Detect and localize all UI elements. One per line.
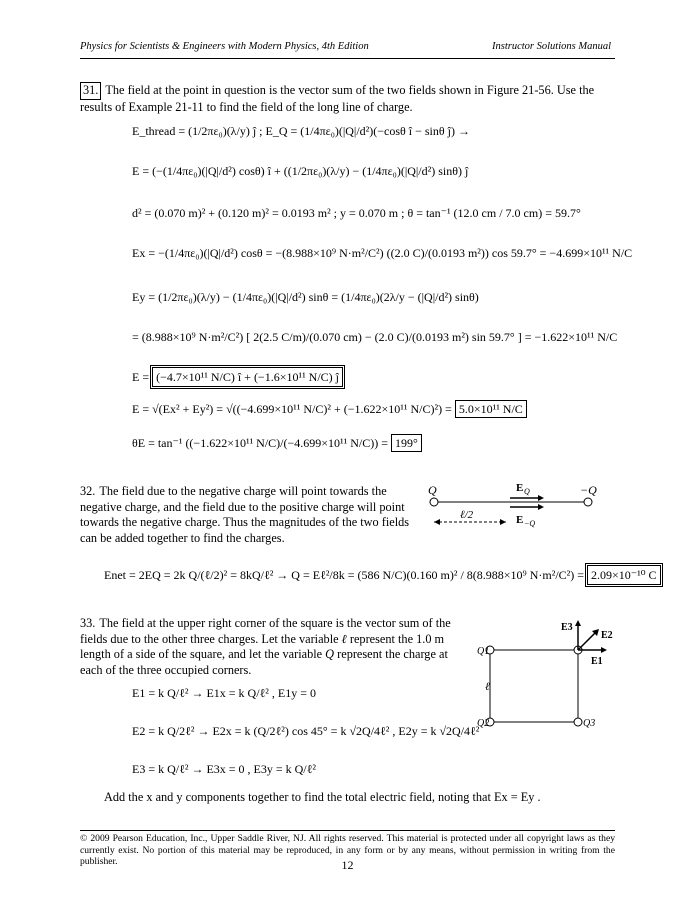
p33-fig-e1-arrowhead (601, 647, 607, 653)
p33-fig-label-side: ℓ (485, 681, 490, 693)
p31-eq-angle-prefix: θE = tan⁻¹ ((−1.622×10¹¹ N/C)/(−4.699×10¹¹ N/C)) = (132, 436, 388, 450)
p32-fig-half-length-label: ℓ/2 (460, 509, 474, 521)
p31-answer-vector: (−4.7×10¹¹ N/C) î + (−1.6×10¹¹ N/C) ĵ (152, 367, 343, 387)
p32-fig-emq-arrowhead (538, 504, 544, 510)
p32-fig-eq-sub: Q (524, 487, 530, 496)
problem-31-body: The field at the point in question is the vector sum of the two fields shown in Figure 21-56. Use the results of Example 21-11 to find the field of the long line of charge. (80, 83, 595, 114)
p33-eq-e1: E1 = k Q/ℓ² → E1x = k Q/ℓ² , E1y = 0 (132, 686, 316, 700)
header-manual-title: Instructor Solutions Manual (491, 41, 611, 52)
header-book-title: Physics for Scientists & Engineers with Modern Physics, 4th Edition (80, 41, 369, 52)
problem-31-number: 31. (80, 82, 101, 100)
p33-eq-e2: E2 = k Q/2ℓ² → E2x = k (Q/2ℓ²) cos 45° = k √2Q/4ℓ² , E2y = k √2Q/4ℓ² (132, 724, 480, 738)
p31-eq-magnitude-prefix: E = √(Ex² + Ey²) = √((−4.699×10¹¹ N/C)² + (−1.622×10¹¹ N/C)²) = (132, 402, 452, 416)
p31-answer-magnitude: 5.0×10¹¹ N/C (455, 400, 527, 418)
p31-eq-fields: E_thread = (1/2πε₀)(λ/y) ĵ ; E_Q = (1/4πε₀)(|Q|/d²)(−cosθ î − sinθ ĵ) → (132, 124, 470, 138)
p31-eq-angle (132, 436, 422, 451)
page-number: 12 (341, 858, 354, 872)
p33-fig-e3-arrowhead (575, 620, 581, 626)
p32-fig-charge-left (430, 498, 438, 506)
p31-answer-angle: 199° (391, 434, 422, 452)
p33-fig-label-q3: Q3 (583, 718, 596, 729)
p32-fig-eq-arrowhead (538, 495, 544, 501)
header-rule (80, 58, 615, 59)
p33-fig-e2-arrow (578, 632, 596, 650)
problem-32-number: 32. (80, 484, 96, 498)
p32-eq-charge (104, 568, 661, 583)
p32-eq-prefix: Enet = 2EQ = 2k Q/(ℓ/2)² = 8kQ/ℓ² → Q = Eℓ²/8k = (586 N/C)(0.160 m)² / 8(8.988×10⁹ N·m²/C²) = (104, 568, 585, 582)
p32-fig-half-length-head-right (500, 519, 506, 525)
p31-eq-total-field: E = (−(1/4πε₀)(|Q|/d²) cosθ) î + ((1/2πε₀)(λ/y) − (1/4πε₀)(|Q|/d²) sinθ) ĵ (132, 164, 469, 178)
footer-rule (80, 830, 615, 831)
p32-answer-charge: 2.09×10⁻¹⁰ C (587, 565, 661, 585)
problem-33-number: 33. (80, 616, 96, 630)
p33-fig-label-q1: Q1 (477, 646, 490, 657)
p31-eq-ex: Ex = −(1/4πε₀)(|Q|/d²) cosθ = −(8.988×10⁹ N·m²/C²) ((2.0 C)/(0.0193 m²)) cos 59.7° = −4.699×10¹¹ N/C (132, 246, 633, 260)
p31-eq-magnitude (132, 402, 527, 417)
p32-fig-charge-right (584, 498, 592, 506)
p31-eq-ey-value: = (8.988×10⁹ N·m²/C²) [ 2(2.5 C/m)/(0.070 cm) − (2.0 C)/(0.0193 m²) sin 59.7° ] = −1.622×10¹¹ N/C (132, 330, 618, 344)
p32-fig-q-left: Q (428, 483, 437, 497)
problem-33-text (80, 616, 470, 678)
problem-33-q: Q (325, 647, 335, 662)
p33-fig-square (490, 650, 578, 722)
problem-31-text (80, 82, 608, 115)
p31-eq-vector-prefix: E = (132, 370, 150, 384)
p32-fig-eq-label: E (516, 482, 524, 494)
p33-fig-label-e3: E3 (561, 622, 573, 633)
p31-eq-vector-result (132, 370, 343, 385)
p33-eq-e3: E3 = k Q/ℓ² → E3x = 0 , E3y = k Q/ℓ² (132, 762, 316, 776)
p33-fig-label-e1: E1 (591, 656, 603, 667)
p31-eq-geometry: d² = (0.070 m)² + (0.120 m)² = 0.0193 m² ; y = 0.070 m ; θ = tan⁻¹ (12.0 cm / 7.0 cm) = 59.7° (132, 206, 581, 220)
problem-32-text (80, 484, 410, 546)
problem-33-body-a: The field at the upper right corner of the square is the vector sum of the fields due to the other three charges. Let the variable (80, 616, 451, 646)
p33-fig-label-e2: E2 (601, 630, 613, 641)
copyright-notice: © 2009 Pearson Education, Inc., Upper Saddle River, NJ. All rights reserved. This material is protected under all copyright laws as they currently exist. No portion of this material may be reproduced, in any form or by any means, without permission in writing from the publisher. (80, 833, 615, 867)
p32-fig-emq-label: E (516, 514, 524, 526)
problem-33-ell: ℓ (341, 631, 347, 646)
p31-eq-ey: Ey = (1/2πε₀)(λ/y) − (1/4πε₀)(|Q|/d²) sinθ = (1/4πε₀)(2λ/y − (|Q|/d²) sinθ) (132, 290, 479, 304)
problem-33-body-c: represent the charge at each of the three occupied corners. (80, 647, 448, 677)
p33-final-sentence: Add the x and y components together to find the total electric field, noting that Ex = Ey . (104, 790, 541, 804)
problem-32-body: The field due to the negative charge will point towards the negative charge, and the field due to the positive charge will point towards the negative charge. Thus the magnitudes of the two fields can be added together to find the charges. (80, 484, 410, 545)
problem-33-body-b: represent the 1.0 m length of a side of the square, and let the variable (80, 631, 445, 662)
p32-fig-half-length-head-left (434, 519, 440, 525)
p33-figure (475, 610, 620, 745)
p33-fig-label-q2: Q2 (477, 718, 490, 729)
p32-fig-emq-sub: −Q (524, 519, 536, 528)
p33-fig-charge-q3 (574, 718, 582, 726)
p32-figure (410, 480, 610, 540)
p32-fig-q-right: −Q (580, 483, 597, 497)
